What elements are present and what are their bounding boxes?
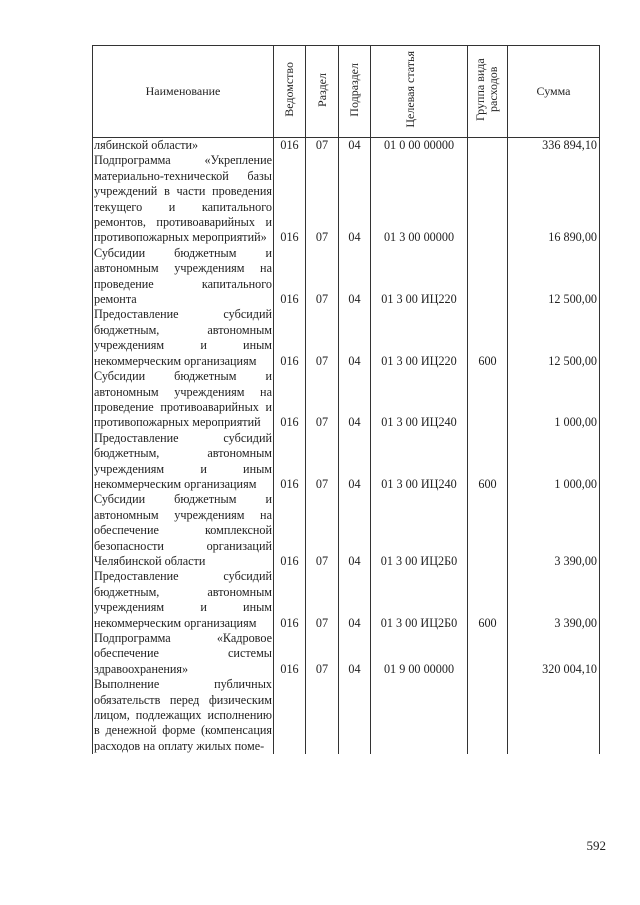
row-ved: 016 <box>274 138 306 154</box>
row-razdel: 07 <box>306 631 339 677</box>
row-summa: 320 004,10 <box>508 631 600 677</box>
row-cel: 01 3 00 ИЦ220 <box>371 307 468 369</box>
row-summa: 3 390,00 <box>508 569 600 631</box>
row-name: Предоставление субсидий бюджетным, автономным учреждениям и иным некоммерческим организациям <box>94 430 272 491</box>
header-podrazdel: Подраздел <box>339 46 371 138</box>
row-summa: 16 890,00 <box>508 153 600 245</box>
row-summa: 3 390,00 <box>508 492 600 569</box>
budget-table <box>92 45 600 754</box>
row-gruppa <box>468 246 508 308</box>
row-podrazdel: 04 <box>339 153 371 245</box>
row-name: Подпрограмма «Укрепление материально-технической базы учреждений в части проведения текущего и капитального ремонтов, противоаварийных и противопожарных мероприятий» <box>94 153 272 245</box>
row-ved <box>274 677 306 754</box>
row-razdel: 07 <box>306 492 339 569</box>
row-summa: 12 500,00 <box>508 307 600 369</box>
row-ved: 016 <box>274 246 306 308</box>
header-gruppa-vida-rashodov: Группа вида расходов <box>468 46 508 138</box>
table-row <box>93 369 600 431</box>
row-razdel: 07 <box>306 569 339 631</box>
row-podrazdel: 04 <box>339 569 371 631</box>
row-name: Предоставление субсидий бюджетным, автономным учреждениям и иным некоммерческим организациям <box>94 569 272 630</box>
header-razdel: Раздел <box>306 46 339 138</box>
table-row <box>93 492 600 569</box>
row-summa <box>508 677 600 754</box>
row-ved: 016 <box>274 431 306 493</box>
row-cel: 01 3 00 ИЦ220 <box>371 246 468 308</box>
row-cel: 01 3 00 00000 <box>371 153 468 245</box>
table-row <box>93 307 600 369</box>
row-razdel: 07 <box>306 369 339 431</box>
row-cel: 01 0 00 00000 <box>371 138 468 154</box>
row-name: Выполнение публичных обязательств перед физическим лицом, подлежащих исполнению в денежной форме (компенсация расходов на оплату жилых поме- <box>94 677 272 753</box>
page-number: 592 <box>586 838 606 853</box>
row-summa: 1 000,00 <box>508 431 600 493</box>
row-name: Субсидии бюджетным и автономным учреждениям на проведение противоаварийных и противопожарных мероприятий <box>94 369 272 430</box>
header-vedomstvo: Ведомство <box>274 46 306 138</box>
row-podrazdel: 04 <box>339 431 371 493</box>
row-razdel: 07 <box>306 153 339 245</box>
row-name: Субсидии бюджетным и автономным учреждениям на обеспечение комплексной безопасности организаций Челябинской области <box>94 492 272 568</box>
row-cel: 01 3 00 ИЦ240 <box>371 431 468 493</box>
row-cel: 01 3 00 ИЦ2Б0 <box>371 569 468 631</box>
row-ved: 016 <box>274 307 306 369</box>
table-row <box>93 153 600 245</box>
row-gruppa: 600 <box>468 569 508 631</box>
row-razdel <box>306 677 339 754</box>
row-podrazdel: 04 <box>339 246 371 308</box>
row-gruppa <box>468 369 508 431</box>
row-ved: 016 <box>274 569 306 631</box>
row-cel: 01 3 00 ИЦ2Б0 <box>371 492 468 569</box>
row-gruppa <box>468 138 508 154</box>
header-celevaya-statya: Целевая статья <box>371 46 468 138</box>
row-gruppa <box>468 492 508 569</box>
header-name: Наименование <box>93 46 274 138</box>
row-razdel: 07 <box>306 431 339 493</box>
row-summa: 12 500,00 <box>508 246 600 308</box>
row-razdel: 07 <box>306 138 339 154</box>
row-summa: 336 894,10 <box>508 138 600 154</box>
row-name: Подпрограмма «Кадровое обеспечение системы здравоохранения» <box>94 631 272 676</box>
row-cel: 01 3 00 ИЦ240 <box>371 369 468 431</box>
row-ved: 016 <box>274 153 306 245</box>
row-podrazdel: 04 <box>339 492 371 569</box>
table-row <box>93 677 600 754</box>
row-podrazdel: 04 <box>339 138 371 154</box>
row-name: Предоставление субсидий бюджетным, автономным учреждениям и иным некоммерческим организациям <box>94 307 272 368</box>
row-podrazdel <box>339 677 371 754</box>
row-podrazdel: 04 <box>339 631 371 677</box>
row-podrazdel: 04 <box>339 369 371 431</box>
row-gruppa: 600 <box>468 431 508 493</box>
row-cel <box>371 677 468 754</box>
header-row <box>93 46 600 138</box>
row-ved: 016 <box>274 369 306 431</box>
row-ved: 016 <box>274 631 306 677</box>
row-gruppa <box>468 677 508 754</box>
row-podrazdel: 04 <box>339 307 371 369</box>
row-name: лябинской области» <box>93 138 274 154</box>
table-row <box>93 138 600 154</box>
row-razdel: 07 <box>306 307 339 369</box>
row-gruppa <box>468 631 508 677</box>
header-summa: Сумма <box>508 46 600 138</box>
row-gruppa: 600 <box>468 307 508 369</box>
row-name: Субсидии бюджетным и автономным учреждениям на проведение капитального ремонта <box>94 245 272 307</box>
row-gruppa <box>468 153 508 245</box>
row-summa: 1 000,00 <box>508 369 600 431</box>
table-row <box>93 431 600 493</box>
table-row <box>93 631 600 677</box>
budget-table-sheet <box>92 45 600 754</box>
table-row <box>93 246 600 308</box>
row-razdel: 07 <box>306 246 339 308</box>
row-cel: 01 9 00 00000 <box>371 631 468 677</box>
table-row <box>93 569 600 631</box>
row-ved: 016 <box>274 492 306 569</box>
